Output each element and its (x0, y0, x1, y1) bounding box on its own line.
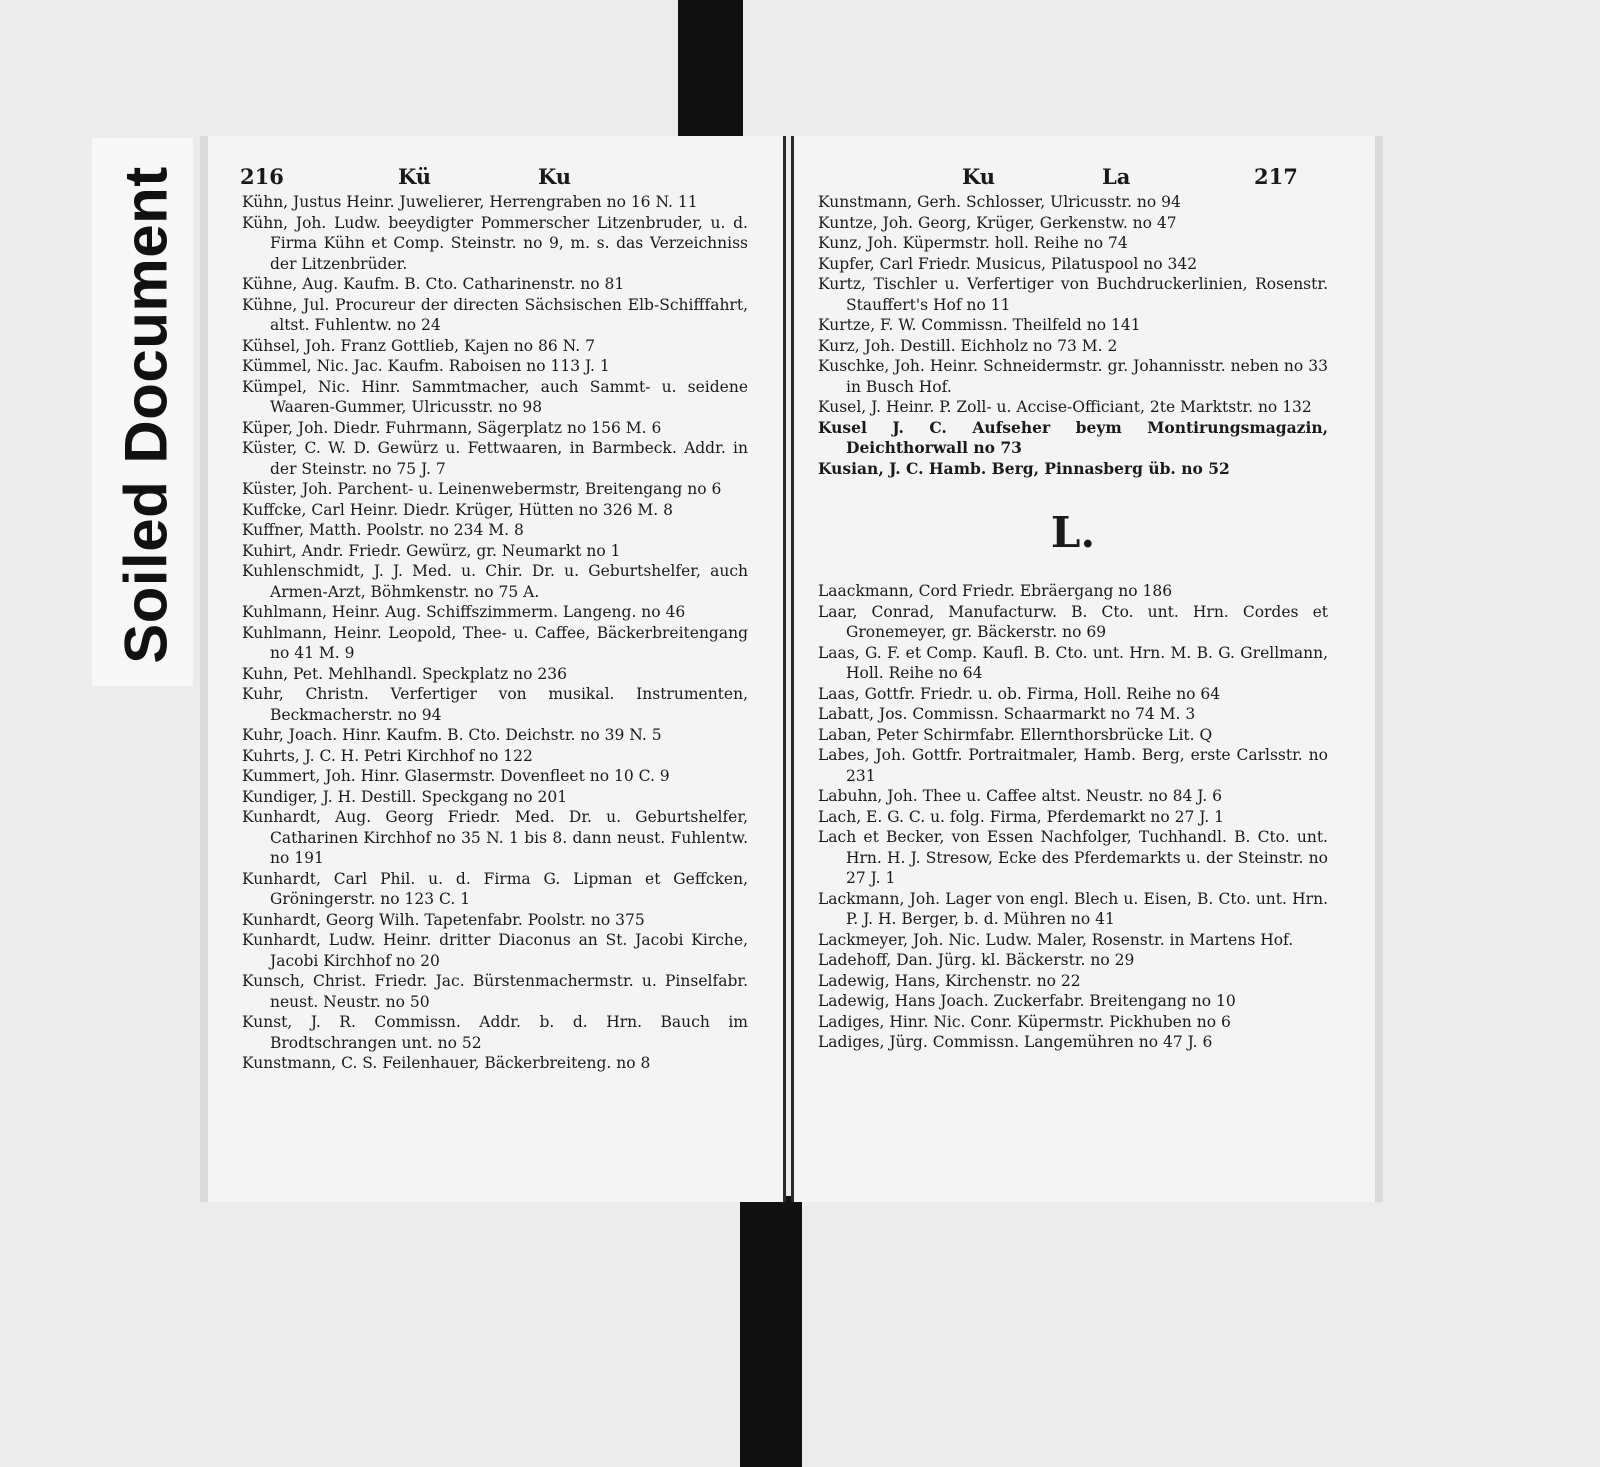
directory-entry: Lackmann, Joh. Lager von engl. Blech u. Eisen, B. Cto. unt. Hrn. P. J. H. Berger, b. d. Mühren no 41 (818, 889, 1328, 928)
directory-entry: Labuhn, Joh. Thee u. Caffee altst. Neustr. no 84 J. 6 (818, 787, 1222, 805)
right-entry-list (818, 192, 1328, 1053)
directory-entry: Kühn, Justus Heinr. Juwelierer, Herrengraben no 16 N. 11 (242, 193, 698, 211)
directory-entry: Kunsch, Christ. Friedr. Jac. Bürstenmachermstr. u. Pinselfabr. neust. Neustr. no 50 (242, 972, 748, 1011)
directory-entry: Kunst, J. R. Commissn. Addr. b. d. Hrn. Bauch im Brodtschrangen unt. no 52 (242, 1013, 748, 1052)
directory-entry: Küster, C. W. D. Gewürz u. Fettwaaren, in Barmbeck. Addr. in der Steinstr. no 75 J. 7 (242, 439, 748, 478)
directory-entry: Kuntze, Joh. Georg, Krüger, Gerkenstw. no 47 (818, 213, 1177, 232)
left-page-number: 216 (240, 164, 284, 189)
directory-entry: Laas, G. F. et Comp. Kaufl. B. Cto. unt. Hrn. M. B. G. Grellmann, Holl. Reihe no 64 (818, 643, 1328, 682)
directory-entry: Lackmeyer, Joh. Nic. Ludw. Maler, Rosenstr. in Martens Hof. (818, 930, 1294, 949)
directory-entry: Labatt, Jos. Commissn. Schaarmarkt no 74 M. 3 (818, 705, 1196, 723)
right-entries-k (818, 192, 1328, 479)
directory-entry: Küster, Joh. Parchent- u. Leinenwebermstr, Breitengang no 6 (242, 480, 722, 498)
directory-entry: Kunhardt, Aug. Georg Friedr. Med. Dr. u. Geburtshelfer, Catharinen Kirchhof no 35 N. 1 bis 8. dann neust. Fuhlentw. no 191 (242, 808, 748, 867)
directory-entry: Laackmann, Cord Friedr. Ebräergang no 186 (818, 582, 1173, 600)
left-entry-list (242, 192, 748, 1074)
directory-entry: Kunhardt, Georg Wilh. Tapetenfabr. Poolstr. no 375 (242, 910, 645, 929)
directory-entry: Kupfer, Carl Friedr. Musicus, Pilatuspool no 342 (818, 254, 1198, 273)
directory-entry: Lach et Becker, von Essen Nachfolger, Tuchhandl. B. Cto. unt. Hrn. H. J. Stresow, Ecke des Pferdemarkts u. der Steinstr. no 27 J. 1 (818, 828, 1328, 887)
directory-entry: Kusel J. C. Aufseher beym Montirungsmagazin, Deichthorwall no 73 (818, 417, 1328, 457)
directory-entry: Kunhardt, Carl Phil. u. d. Firma G. Lipman et Geffcken, Gröningerstr. no 123 C. 1 (242, 869, 748, 908)
directory-entry: Ladehoff, Dan. Jürg. kl. Bäckerstr. no 29 (818, 951, 1135, 969)
directory-entry: Kunstmann, C. S. Feilenhauer, Bäckerbreiteng. no 8 (242, 1054, 651, 1072)
directory-entry: Kunz, Joh. Küpermstr. holl. Reihe no 74 (818, 234, 1128, 252)
soiled-document-label: Soiled Document (112, 166, 180, 664)
directory-entry: Kümmel, Nic. Jac. Kaufm. Raboisen no 113 J. 1 (242, 357, 610, 375)
directory-entry: Kuhlenschmidt, J. J. Med. u. Chir. Dr. u. Geburtshelfer, auch Armen-Arzt, Böhmkenstr. no 75 A. (242, 562, 748, 601)
right-page (791, 136, 1383, 1202)
directory-entry: Kuhr, Joach. Hinr. Kaufm. B. Cto. Deichstr. no 39 N. 5 (242, 726, 662, 744)
left-running-head-1: Kü (398, 164, 432, 189)
directory-entry: Ladewig, Hans Joach. Zuckerfabr. Breitengang no 10 (818, 992, 1236, 1010)
directory-entry: Kuhlmann, Heinr. Aug. Schiffszimmerm. Langeng. no 46 (242, 603, 686, 621)
right-page-number: 217 (1254, 164, 1298, 189)
directory-entry: Kummert, Joh. Hinr. Glasermstr. Dovenfleet no 10 C. 9 (242, 767, 670, 785)
directory-entry: Kusel, J. Heinr. P. Zoll- u. Accise-Officiant, 2te Marktstr. no 132 (818, 398, 1312, 416)
directory-entry: Kurtze, F. W. Commissn. Theilfeld no 141 (818, 316, 1141, 334)
directory-entry: Kühn, Joh. Ludw. beeydigter Pommerscher Litzenbruder, u. d. Firma Kühn et Comp. Steinstr. no 9, m. s. das Verzeichniss der Litzenbrüder. (242, 213, 748, 273)
directory-entry: Kuhr, Christn. Verfertiger von musikal. Instrumenten, Beckmacherstr. no 94 (242, 685, 748, 724)
binding-strap-bottom (740, 1196, 802, 1467)
directory-entry: Labes, Joh. Gottfr. Portraitmaler, Hamb. Berg, erste Carlsstr. no 231 (818, 746, 1328, 785)
right-entries-l (818, 581, 1328, 1053)
left-running-head-2: Ku (538, 164, 572, 189)
letter-heading: L. (1050, 508, 1096, 557)
directory-entry: Kunstmann, Gerh. Schlosser, Ulricusstr. no 94 (818, 193, 1181, 211)
directory-entry: Kuhirt, Andr. Friedr. Gewürz, gr. Neumarkt no 1 (242, 541, 621, 560)
directory-entry: Kurz, Joh. Destill. Eichholz no 73 M. 2 (818, 336, 1118, 355)
directory-entry: Laar, Conrad, Manufacturw. B. Cto. unt. Hrn. Cordes et Gronemeyer, gr. Bäckerstr. no 69 (818, 602, 1328, 641)
directory-entry: Lach, E. G. C. u. folg. Firma, Pferdemarkt no 27 J. 1 (818, 807, 1224, 826)
directory-entry: Kuschke, Joh. Heinr. Schneidermstr. gr. Johannisstr. neben no 33 in Busch Hof. (818, 357, 1328, 396)
binding-strap-top (678, 0, 743, 140)
right-running-head-1: Ku (962, 164, 996, 189)
directory-entry: Kuhlmann, Heinr. Leopold, Thee- u. Caffee, Bäckerbreitengang no 41 M. 9 (242, 623, 748, 662)
directory-entry: Kuffner, Matth. Poolstr. no 234 M. 8 (242, 521, 524, 539)
right-running-head-2: La (1102, 164, 1131, 189)
left-page (200, 136, 786, 1202)
directory-entry: Kühne, Aug. Kaufm. B. Cto. Catharinenstr. no 81 (242, 275, 625, 293)
directory-entry: Ladiges, Jürg. Commissn. Langemühren no 47 J. 6 (818, 1033, 1213, 1051)
directory-entry: Kunhardt, Ludw. Heinr. dritter Diaconus an St. Jacobi Kirche, Jacobi Kirchhof no 20 (242, 931, 748, 970)
directory-entry: Ladewig, Hans, Kirchenstr. no 22 (818, 971, 1081, 990)
directory-entry: Küper, Joh. Diedr. Fuhrmann, Sägerplatz no 156 M. 6 (242, 418, 662, 437)
directory-entry: Ladiges, Hinr. Nic. Conr. Küpermstr. Pickhuben no 6 (818, 1012, 1231, 1031)
directory-entry: Kuhrts, J. C. H. Petri Kirchhof no 122 (242, 746, 533, 765)
directory-entry: Kusian, J. C. Hamb. Berg, Pinnasberg üb. no 52 (818, 458, 1230, 478)
directory-entry: Laban, Peter Schirmfabr. Ellernthorsbrücke Lit. Q (818, 725, 1213, 744)
directory-entry: Kühsel, Joh. Franz Gottlieb, Kajen no 86 N. 7 (242, 336, 595, 355)
directory-entry: Laas, Gottfr. Friedr. u. ob. Firma, Holl. Reihe no 64 (818, 684, 1221, 703)
directory-entry: Kümpel, Nic. Hinr. Sammtmacher, auch Sammt- u. seidene Waaren-Gummer, Ulricusstr. no 98 (242, 377, 748, 416)
directory-entry: Kühne, Jul. Procureur der directen Sächsischen Elb-Schifffahrt, altst. Fuhlentw. no 24 (242, 295, 748, 334)
directory-entry: Kuhn, Pet. Mehlhandl. Speckplatz no 236 (242, 664, 568, 683)
directory-entry: Kundiger, J. H. Destill. Speckgang no 201 (242, 787, 568, 806)
directory-entry: Kurtz, Tischler u. Verfertiger von Buchdruckerlinien, Rosenstr. Stauffert's Hof no 11 (818, 275, 1328, 314)
directory-entry: Kuffcke, Carl Heinr. Diedr. Krüger, Hütten no 326 M. 8 (242, 500, 673, 519)
